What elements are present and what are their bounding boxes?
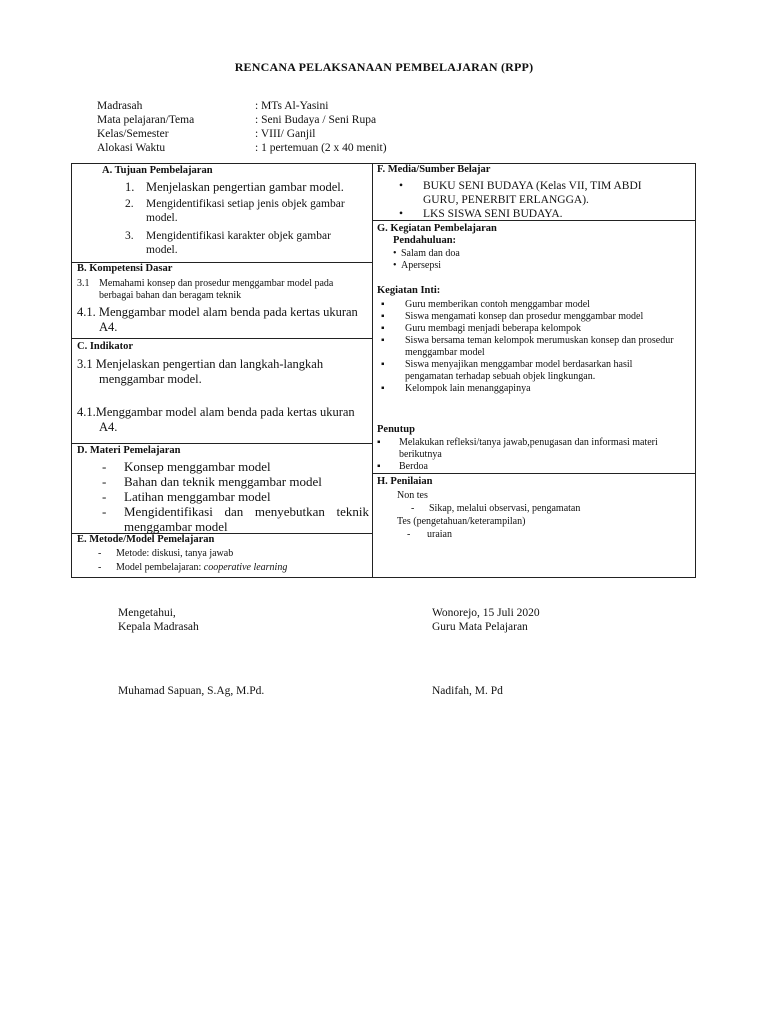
section-heading: H. Penilaian xyxy=(377,476,433,487)
info-key: Alokasi Waktu xyxy=(97,142,166,154)
nontes-label: Non tes xyxy=(397,490,428,501)
list-item: 4.1. Menggambar model alam benda pada kertas ukuran A4. xyxy=(77,305,358,334)
inti-list xyxy=(381,299,681,395)
info-value: : 1 pertemuan (2 x 40 menit) xyxy=(255,142,387,154)
list-item: ▪ Siswa menyajikan menggambar model berdasarkan hasil pengamatan terhadap sebuah objek lingkungan. xyxy=(381,359,633,382)
list-item: - Mengidentifikasi dan menyebutkan teknik menggambar model xyxy=(102,504,369,534)
list-item: - Metode: diskusi, tanya jawab xyxy=(98,548,234,559)
sig-left-line2: Kepala Madrasah xyxy=(118,621,199,633)
section-tujuan xyxy=(72,164,372,263)
section-heading: G. Kegiatan Pembelajaran xyxy=(377,223,497,234)
list-item: ▪ Siswa mengamati konsep dan prosedur menggambar model xyxy=(381,311,644,322)
info-value: : VIII/ Ganjil xyxy=(255,128,316,140)
section-media xyxy=(373,164,695,221)
sig-left-line1: Mengetahui, xyxy=(118,607,176,619)
materi-list xyxy=(102,459,369,534)
list-item: 1. Menjelaskan pengertian gambar model. xyxy=(125,180,344,194)
info-key: Mata pelajaran/Tema xyxy=(97,114,195,126)
penutup-label: Penutup xyxy=(377,424,415,435)
list-item: ▪ Siswa bersama teman kelompok merumuskan konsep dan prosedur menggambar model xyxy=(381,335,674,358)
sig-right-name: Nadifah, M. Pd xyxy=(432,685,503,697)
section-heading: A. Tujuan Pembelajaran xyxy=(102,165,213,176)
info-row-madrasah xyxy=(97,99,387,113)
section-indikator xyxy=(72,339,372,444)
list-item: 3. Mengidentifikasi karakter objek gambar model. xyxy=(125,230,331,256)
list-item: • Apersepsi xyxy=(393,260,441,271)
section-penilaian xyxy=(373,474,695,579)
sig-right-line2: Guru Mata Pelajaran xyxy=(432,621,528,633)
list-item: - Model pembelajaran: cooperative learning xyxy=(98,562,288,573)
list-item: 4.1.Menggambar model alam benda pada kertas ukuran A4. xyxy=(77,405,355,434)
section-metode xyxy=(72,534,372,579)
list-item: ▪ Guru memberikan contoh menggambar model xyxy=(381,299,590,310)
list-item: ▪ Kelompok lain menanggapinya xyxy=(381,383,531,394)
list-item: - Latihan menggambar model xyxy=(102,489,271,504)
section-kompetensi xyxy=(72,263,372,339)
pendahuluan-label: Pendahuluan: xyxy=(393,235,457,246)
sig-left-name: Muhamad Sapuan, S.Ag, M.Pd. xyxy=(118,685,265,697)
header-info xyxy=(97,99,387,155)
section-heading: E. Metode/Model Pemelajaran xyxy=(77,534,215,545)
pendahuluan-list xyxy=(393,248,460,272)
list-item: ▪ Melakukan refleksi/tanya jawab,penugasan dan informasi materi berikutnya xyxy=(377,437,658,460)
list-item: 3.1 Memahami konsep dan prosedur menggambar model pada berbagai bahan dan beragam teknik xyxy=(77,278,334,301)
list-item: • LKS SISWA SENI BUDAYA. xyxy=(399,208,563,220)
info-value: : MTs Al-Yasini xyxy=(255,100,329,112)
list-item: 3.1 Menjelaskan pengertian dan langkah-langkah menggambar model. xyxy=(77,357,324,386)
nontes-item: - Sikap, melalui observasi, pengamatan xyxy=(411,503,581,514)
media-list xyxy=(399,179,644,221)
list-item: • Salam dan doa xyxy=(393,248,460,259)
inti-label: Kegiatan Inti: xyxy=(377,285,441,296)
info-key: Madrasah xyxy=(97,100,143,112)
signature-left xyxy=(118,606,199,634)
tes-label: Tes (pengetahuan/keterampilan) xyxy=(397,516,526,527)
info-row-time xyxy=(97,141,387,155)
section-kegiatan xyxy=(373,221,695,474)
info-key: Kelas/Semester xyxy=(97,128,169,140)
section-heading: D. Materi Pemelajaran xyxy=(77,445,181,456)
tes-item: - uraian xyxy=(407,529,452,540)
penutup-list xyxy=(377,437,682,473)
section-heading: F. Media/Sumber Belajar xyxy=(377,164,491,175)
document-title: RENCANA PELAKSANAAN PEMBELAJARAN (RPP) xyxy=(234,60,534,74)
metode-list xyxy=(98,548,287,574)
info-row-class xyxy=(97,127,387,141)
list-item: - Bahan dan teknik menggambar model xyxy=(102,474,322,489)
section-materi xyxy=(72,444,372,534)
right-column xyxy=(373,164,695,577)
sig-right-line1: Wonorejo, 15 Juli 2020 xyxy=(432,607,540,619)
info-row-subject xyxy=(97,113,387,127)
list-item: - Konsep menggambar model xyxy=(102,459,271,474)
info-value: : Seni Budaya / Seni Rupa xyxy=(255,114,377,126)
section-heading: C. Indikator xyxy=(77,341,134,352)
section-heading: B. Kompetensi Dasar xyxy=(77,263,173,274)
list-item: • BUKU SENI BUDAYA (Kelas VII, TIM ABDI GURU, PENERBIT ERLANGGA). xyxy=(399,180,642,206)
list-item: ▪ Berdoa xyxy=(377,461,428,472)
list-item: ▪ Guru membagi menjadi beberapa kelompok xyxy=(381,323,582,334)
list-item: 2. Mengidentifikasi setiap jenis objek gambar model. xyxy=(125,198,345,224)
signature-right xyxy=(432,606,540,634)
left-column xyxy=(72,164,373,577)
rpp-table xyxy=(71,163,696,578)
